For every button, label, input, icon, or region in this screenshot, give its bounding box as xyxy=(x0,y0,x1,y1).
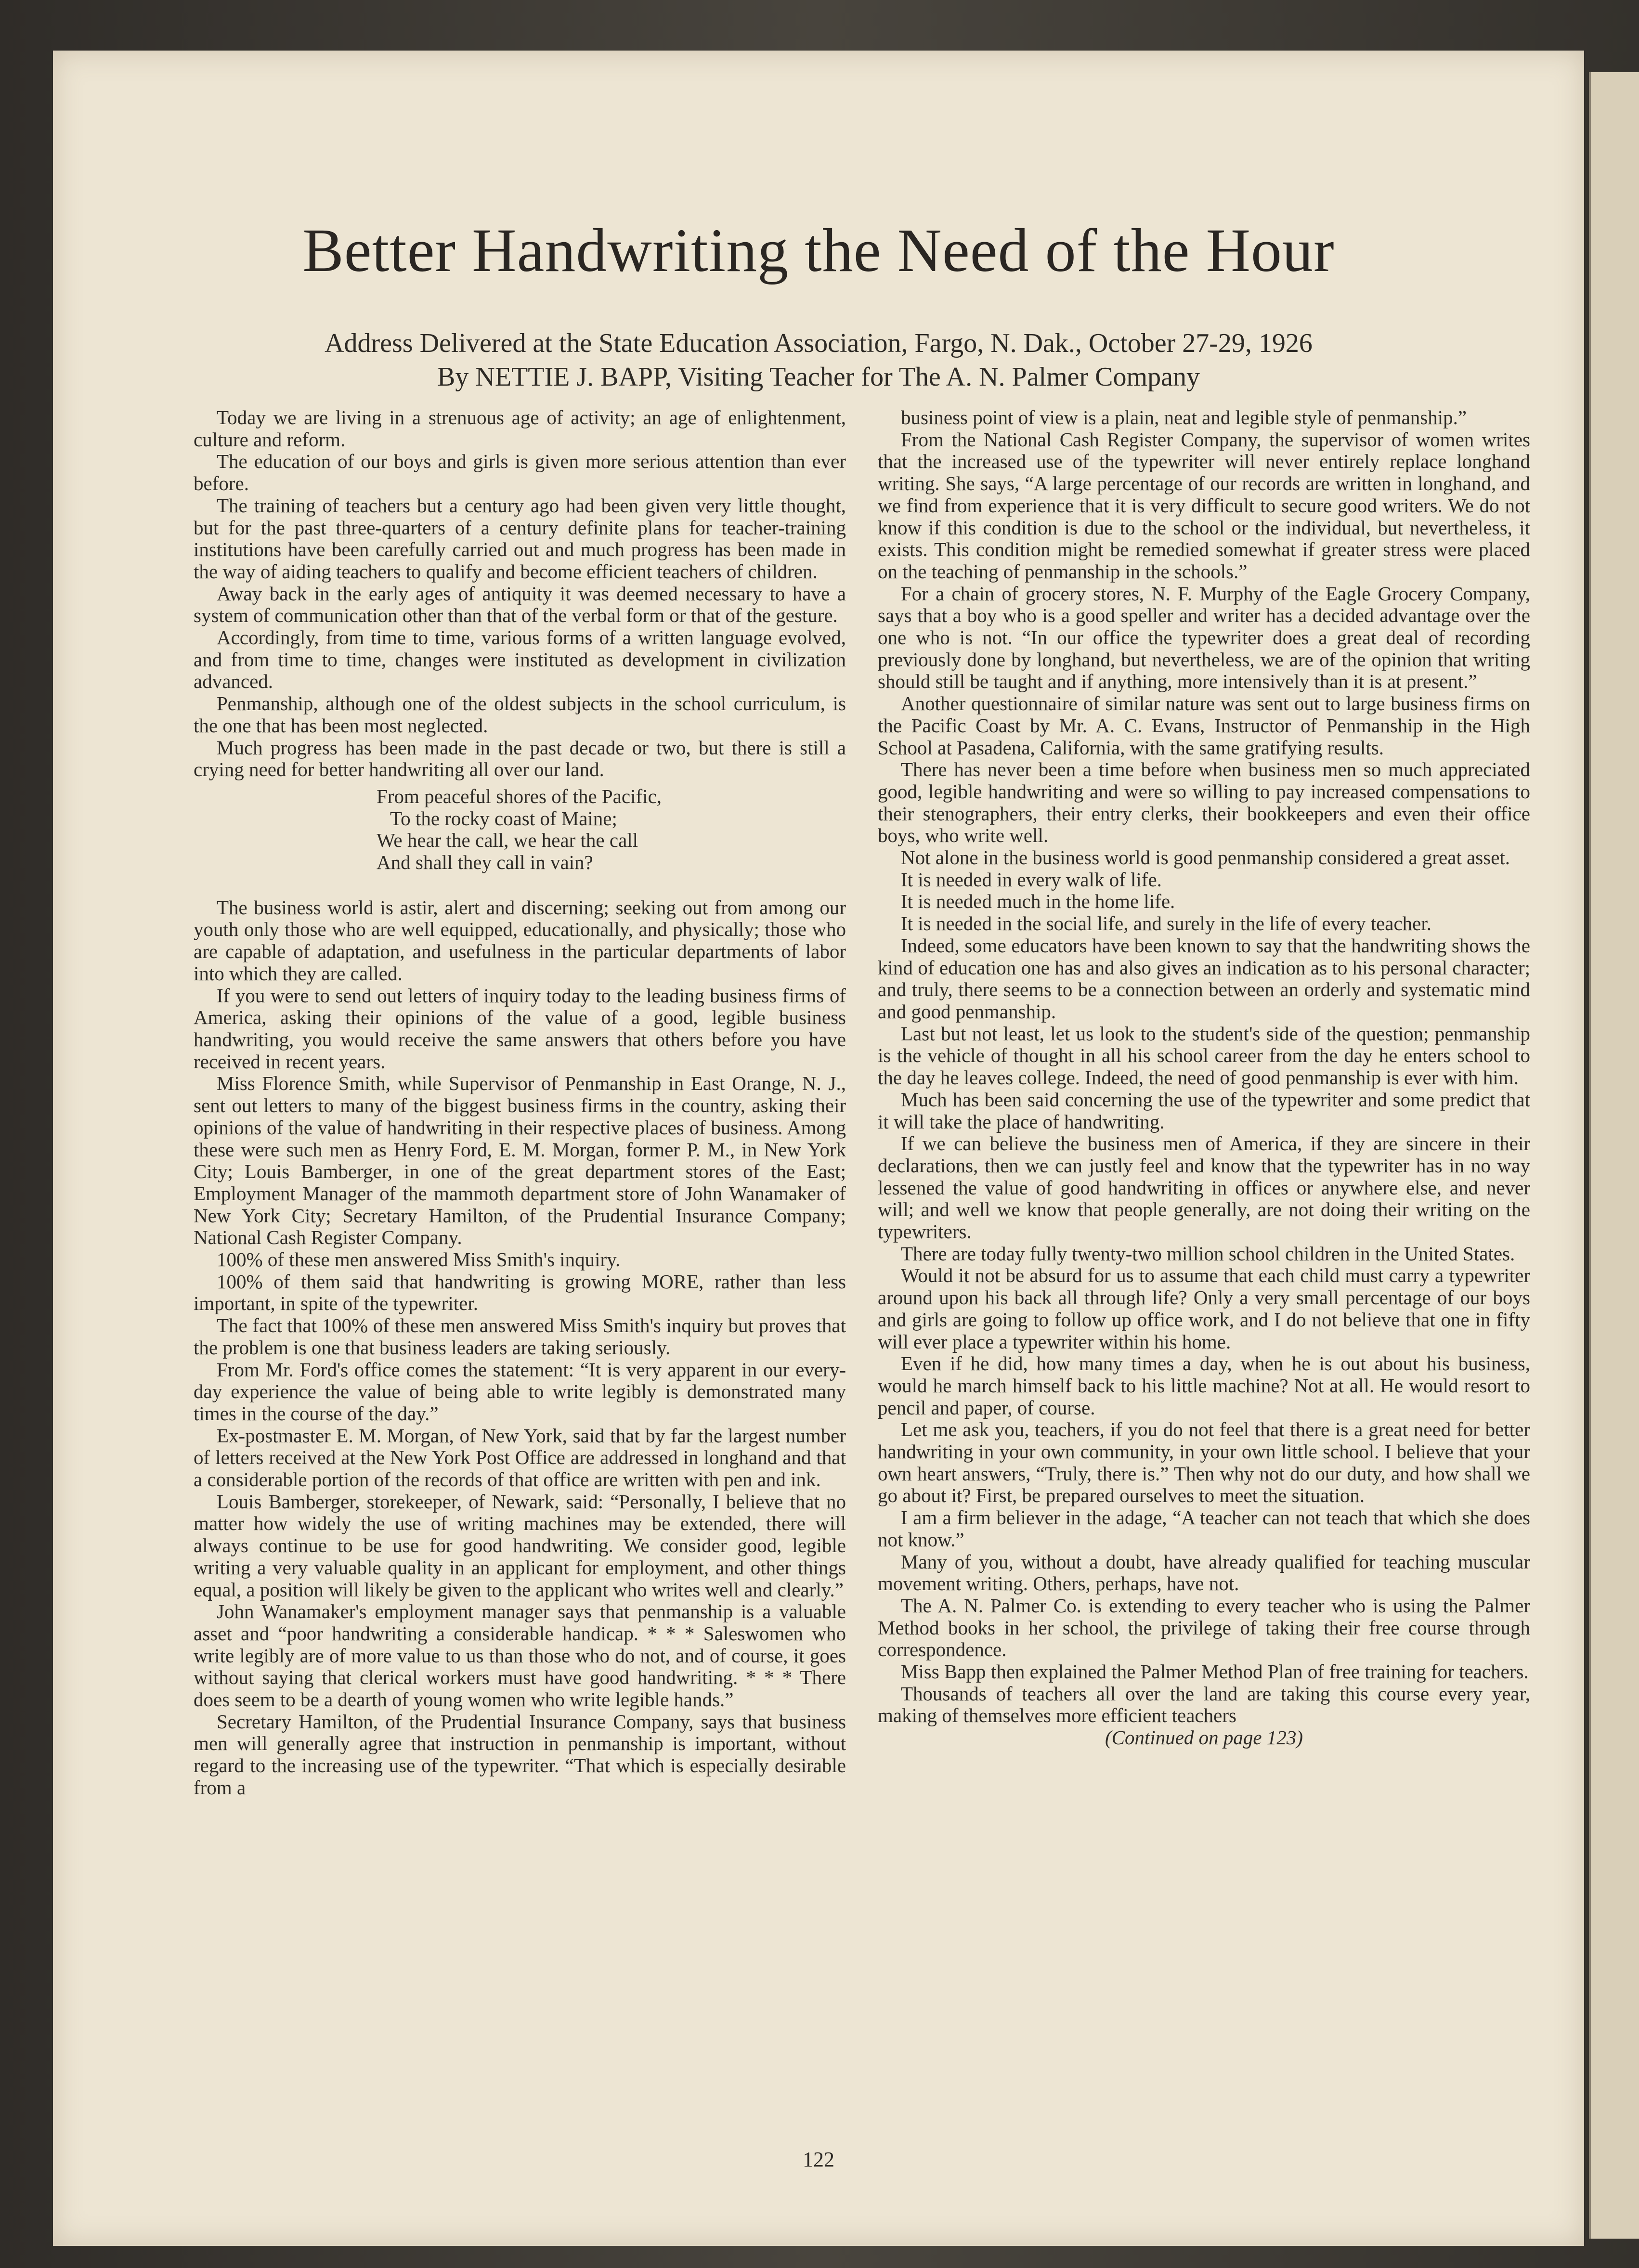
poem-line: We hear the call, we hear the call xyxy=(377,829,638,852)
paragraph: For a chain of grocery stores, N. F. Murphy of the Eagle Grocery Company, says that a boy who is a good speller and writer has a decided advantage over the one who is not. “In our office the typewriter does a great deal of recording previously done by longhand, but nevertheless, we are of the opinion that writing should still be taught and if anything, more intensively than it is at present.” xyxy=(878,582,1530,693)
paragraph: Let me ask you, teachers, if you do not feel that there is a great need for better handwriting in your own community, in your own little school. I believe that your own heart answers, “Truly, there is.” Then why not do our duty, and how shall we go about it? First, be prepared ourselves to meet the situation. xyxy=(878,1418,1530,1507)
paragraph: Today we are living in a strenuous age of activity; an age of enlightenment, culture and reform. xyxy=(194,406,846,451)
paragraph: It is needed much in the home life. xyxy=(901,890,1175,913)
paragraph: Miss Bapp then explained the Palmer Method Plan of free training for teachers. xyxy=(901,1660,1529,1683)
paragraph: Penmanship, although one of the oldest subjects in the school curriculum, is the one that has been most neglected. xyxy=(194,692,846,737)
poem-gap xyxy=(194,879,846,897)
article-byline: By NETTIE J. BAPP, Visiting Teacher for The A. N. Palmer Company xyxy=(437,362,1200,392)
paragraph: It is needed in every walk of life. xyxy=(901,868,1162,891)
paragraph: Would it not be absurd for us to assume that each child must carry a typewriter around upon his back all through life? Only a very small percentage of our boys and girls are going to follow up office work, and I do not believe that one in fifty will ever place a typewriter within his home. xyxy=(878,1264,1530,1353)
paragraph: The A. N. Palmer Co. is extending to every teacher who is using the Palmer Method books in her school, the privilege of taking their free course through correspondence. xyxy=(878,1594,1530,1661)
paragraph: From Mr. Ford's office comes the statement: “It is very apparent in our every-day experience the value of being able to write legibly is demonstrated many times in the course of the day.” xyxy=(194,1358,846,1425)
left-column-paragraphs-b xyxy=(194,897,846,1799)
right-column-paragraphs xyxy=(878,407,1530,1727)
poem-line: To the rocky coast of Maine; xyxy=(390,807,617,829)
poem-line: From peaceful shores of the Pacific, xyxy=(377,785,662,807)
paragraph: I am a firm believer in the adage, “A teacher can not teach that which she does not know.” xyxy=(878,1506,1530,1551)
right-column xyxy=(878,407,1530,1749)
continued-note: (Continued on page 123) xyxy=(1105,1726,1303,1749)
paragraph: Much has been said concerning the use of the typewriter and some predict that it will take the place of handwriting. xyxy=(878,1088,1530,1133)
paragraph: Indeed, some educators have been known to say that the handwriting shows the kind of education one has and also gives an indication as to his personal character; and truly, there seems to be a connection between an orderly and systematic mind and good penmanship. xyxy=(878,934,1530,1023)
paragraph: Ex-postmaster E. M. Morgan, of New York, said that by far the largest number of letters received at the New York Post Office are addressed in longhand and that a considerable portion of the records of that office are written with pen and ink. xyxy=(194,1424,846,1491)
paragraph: Even if he did, how many times a day, when he is out about his business, would he march himself back to his little machine? Not at all. He would resort to pencil and paper, of course. xyxy=(878,1352,1530,1419)
poem-line: And shall they call in vain? xyxy=(377,851,593,874)
left-column-paragraphs-a xyxy=(194,407,846,781)
paragraph: The education of our boys and girls is given more serious attention than ever before. xyxy=(194,450,846,495)
magazine-page xyxy=(53,51,1584,2246)
poem xyxy=(194,786,846,874)
paragraph: The training of teachers but a century ago had been given very little thought, but for the past three-quarters of a century definite plans for teacher-training institutions have been carefully carried out and much progress has been made in the way of aiding teachers to qualify and become efficient teachers of children. xyxy=(194,494,846,583)
paragraph: Louis Bamberger, storekeeper, of Newark, said: “Personally, I believe that no matter how widely the use of writing machines may be extended, there will always continue to be use for good handwriting. We consider good, legible writing a very valuable quality in an applicant for employment, and other things equal, a position will likely be given to the applicant who writes well and clearly.” xyxy=(194,1490,846,1601)
paragraph: The business world is astir, alert and discerning; seeking out from among our youth only those who are well equipped, educationally, and physically; those who are capable of adaptation, and usefulness in the particular departments of labor into which they are called. xyxy=(194,896,846,985)
paragraph: There has never been a time before when business men so much appreciated good, legible handwriting and were so willing to pay increased compensations to their stenographers, their entry clerks, their bookkeepers and even their office boys, who write well. xyxy=(878,758,1530,847)
next-page-edge xyxy=(1589,72,1639,2239)
paragraph: It is needed in the social life, and surely in the life of every teacher. xyxy=(901,912,1432,935)
article-subtitle: Address Delivered at the State Education Association, Fargo, N. Dak., October 27-29, 1926 xyxy=(325,328,1313,358)
left-column xyxy=(194,407,846,1799)
paragraph: If we can believe the business men of America, if they are sincere in their declarations, then we can justly feel and know that the typewriter has in no way lessened the value of good handwriting in offices or anywhere else, and never will; and well we know that people generally, are not doing their writing on the typewriters. xyxy=(878,1132,1530,1243)
paragraph: 100% of these men answered Miss Smith's inquiry. xyxy=(217,1248,621,1271)
paragraph: Not alone in the business world is good penmanship considered a great asset. xyxy=(901,846,1510,869)
paragraph: Accordingly, from time to time, various forms of a written language evolved, and from time to time, changes were instituted as development in civilization advanced. xyxy=(194,626,846,693)
paragraph: John Wanamaker's employment manager says that penmanship is a valuable asset and “poor handwriting a considerable handicap. * * * Saleswomen who write legibly are of more value to us than those who do not, and of course, it goes without saying that clerical workers must have good handwriting. * * * There does seem to be a dearth of young women who write legible hands.” xyxy=(194,1600,846,1711)
paragraph: Miss Florence Smith, while Supervisor of Penmanship in East Orange, N. J., sent out letters to many of the biggest business firms in the country, asking their opinions of the value of handwriting in their respective places of business. Among these were such men as Henry Ford, E. M. Morgan, former P. M., in New York City; Louis Bamberger, in one of the great department stores of the East; Employment Manager of the mammoth department store of John Wanamaker of New York City; Secretary Hamilton, of the Prudential Insurance Company; National Cash Register Company. xyxy=(194,1072,846,1249)
paragraph: Away back in the early ages of antiquity it was deemed necessary to have a system of communication other than that of the verbal form or that of the gesture. xyxy=(194,582,846,627)
paragraph: Last but not least, let us look to the student's side of the question; penmanship is the vehicle of thought in all his school career from the day he enters school to the day he leaves college. Indeed, the need of good penmanship is ever with him. xyxy=(878,1022,1530,1089)
paragraph: There are today fully twenty-two million school children in the United States. xyxy=(901,1242,1515,1265)
paragraph: Thousands of teachers all over the land are taking this course every year, making of themselves more efficient teachers xyxy=(878,1682,1530,1727)
paragraph: business point of view is a plain, neat and legible style of penmanship.” xyxy=(901,406,1467,428)
paragraph: Secretary Hamilton, of the Prudential Insurance Company, says that business men will generally agree that instruction in penmanship is important, without regard to the increasing use of the typewriter. “That which is especially desirable from a xyxy=(194,1710,846,1799)
paragraph: If you were to send out letters of inquiry today to the leading business firms of America, asking their opinions of the value of a good, legible business handwriting, you would receive the same answers that others before you have received in recent years. xyxy=(194,984,846,1073)
paragraph: The fact that 100% of these men answered Miss Smith's inquiry but proves that the problem is one that business leaders are taking seriously. xyxy=(194,1314,846,1359)
paragraph: Another questionnaire of similar nature was sent out to large business firms on the Pacific Coast by Mr. A. C. Evans, Instructor of Penmanship in the High School at Pasadena, California, with the same gratifying results. xyxy=(878,692,1530,759)
paragraph: 100% of them said that handwriting is growing MORE, rather than less important, in spite of the typewriter. xyxy=(194,1270,846,1315)
article-title: Better Handwriting the Need of the Hour xyxy=(302,216,1335,285)
page-number: 122 xyxy=(803,2148,834,2171)
paragraph: Many of you, without a doubt, have already qualified for teaching muscular movement writing. Others, perhaps, have not. xyxy=(878,1550,1530,1595)
paragraph: From the National Cash Register Company, the supervisor of women writes that the increased use of the typewriter will never entirely replace longhand writing. She says, “A large percentage of our records are written in longhand, and we find from experience that it is very difficult to secure good writers. We do not know if this condition is due to the school or the individual, but nevertheless, it exists. This condition might be remedied somewhat if greater stress were placed on the teaching of penmanship in the schools.” xyxy=(878,428,1530,583)
paragraph: Much progress has been made in the past decade or two, but there is still a crying need for better handwriting all over our land. xyxy=(194,736,846,781)
